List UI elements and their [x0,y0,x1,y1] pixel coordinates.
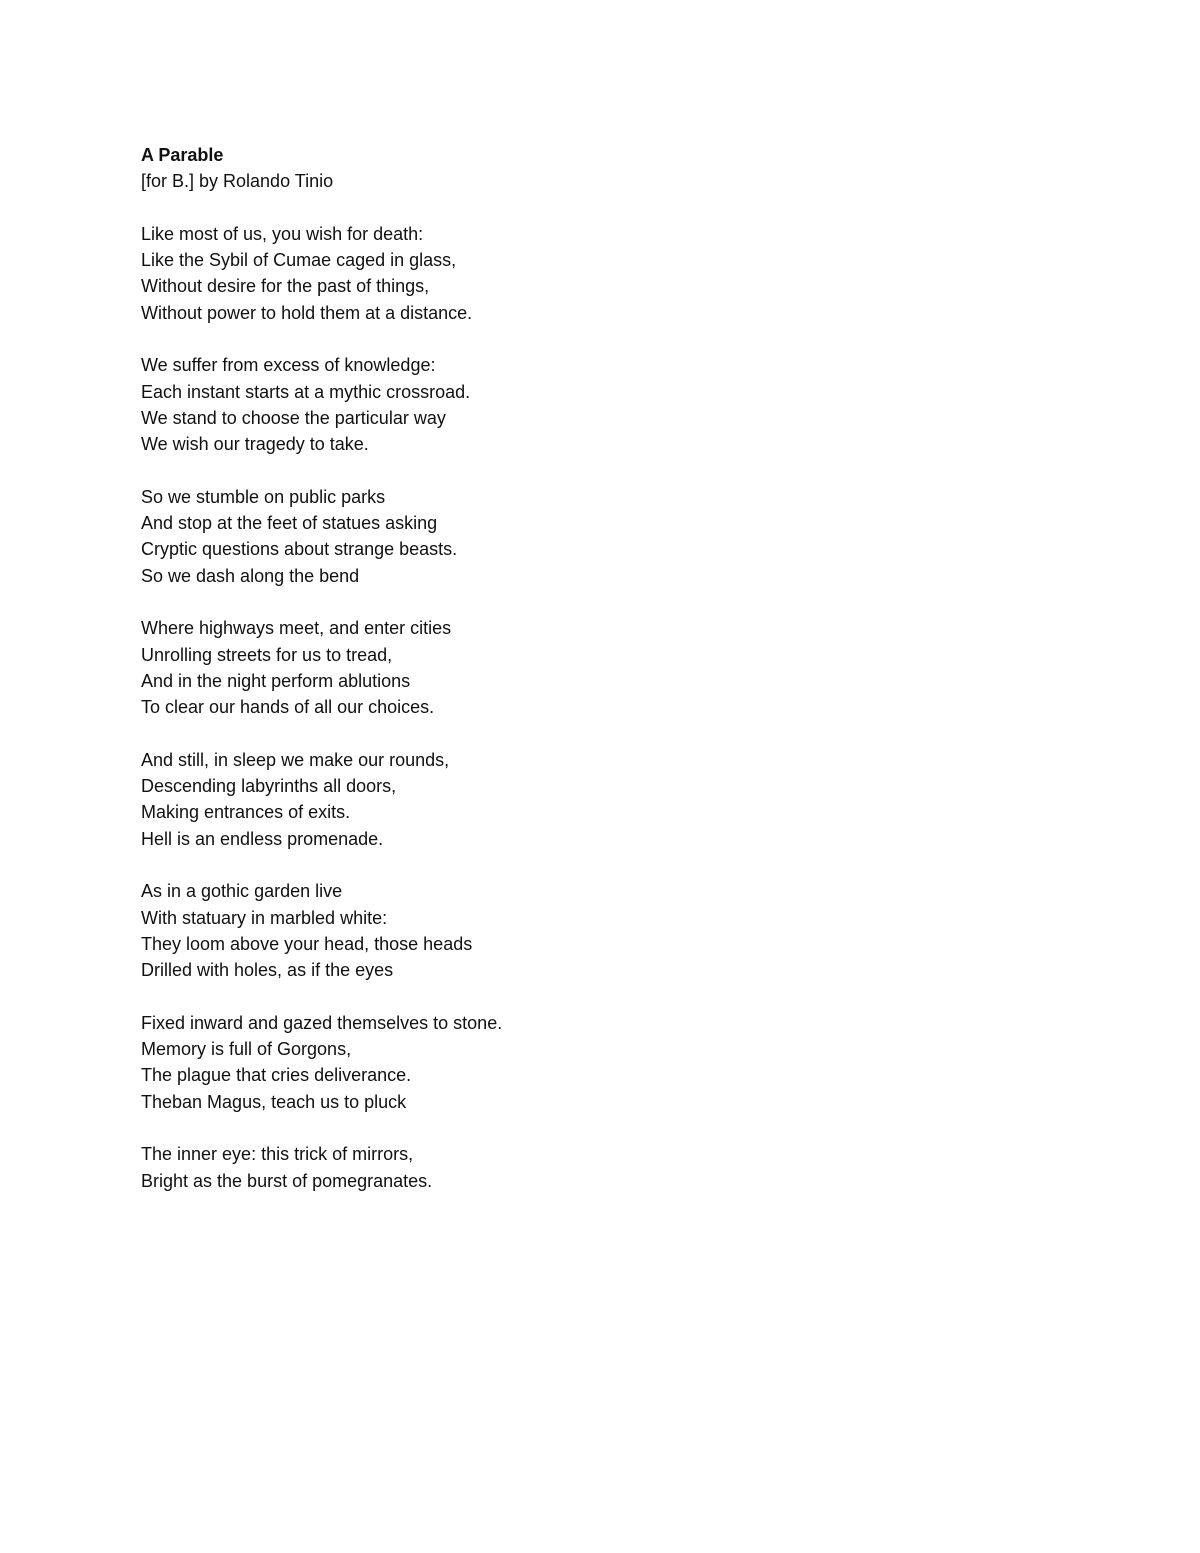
poem-line: Without desire for the past of things, [141,276,430,297]
poem-line: The inner eye: this trick of mirrors, [141,1144,414,1165]
poem-line: We wish our tragedy to take. [141,434,369,455]
poem-line: So we dash along the bend [141,565,360,586]
poem-line: Unrolling streets for us to tread, [141,644,393,665]
poem-line: Where highways meet, and enter cities [141,618,452,639]
poem-line: Making entrances of exits. [141,802,351,823]
stanza-7 [141,1010,841,1115]
poem-line: Theban Magus, teach us to pluck [141,1091,407,1112]
poem-line: And stop at the feet of statues asking [141,513,438,534]
poem-line: Hell is an endless promenade. [141,828,384,849]
poem-line: Bright as the burst of pomegranates. [141,1170,433,1191]
poem-line: And still, in sleep we make our rounds, [141,749,450,770]
poem-line: With statuary in marbled white: [141,907,388,928]
poem-line: Without power to hold them at a distance. [141,302,473,323]
stanza-8 [141,1141,841,1194]
stanza-4 [141,615,841,720]
poem-line: Fixed inward and gazed themselves to stone. [141,1012,503,1033]
stanza-1 [141,221,841,326]
poem-line: We suffer from excess of knowledge: [141,355,436,376]
poem-dedication-author: [for B.] by Rolando Tinio [141,171,334,192]
poem-line: The plague that cries deliverance. [141,1065,412,1086]
poem-line: Memory is full of Gorgons, [141,1039,352,1060]
poem-line: As in a gothic garden live [141,881,343,902]
poem-line: So we stumble on public parks [141,486,386,507]
poem-title: A Parable [141,145,224,165]
poem-line: Like most of us, you wish for death: [141,223,424,244]
stanza-5 [141,747,841,852]
poem-line: Descending labyrinths all doors, [141,776,397,797]
poem-line: Cryptic questions about strange beasts. [141,539,458,560]
stanza-2 [141,352,841,457]
poem-line: To clear our hands of all our choices. [141,697,435,718]
poem-line: Like the Sybil of Cumae caged in glass, [141,250,457,271]
poem-line: They loom above your head, those heads [141,933,473,954]
poem-line: And in the night perform ablutions [141,670,411,691]
poem-line: We stand to choose the particular way [141,407,446,428]
poem-line: Each instant starts at a mythic crossroad. [141,381,471,402]
stanza-3 [141,484,841,589]
poem-line: Drilled with holes, as if the eyes [141,960,394,981]
poem-body [141,142,841,1194]
stanza-6 [141,878,841,983]
